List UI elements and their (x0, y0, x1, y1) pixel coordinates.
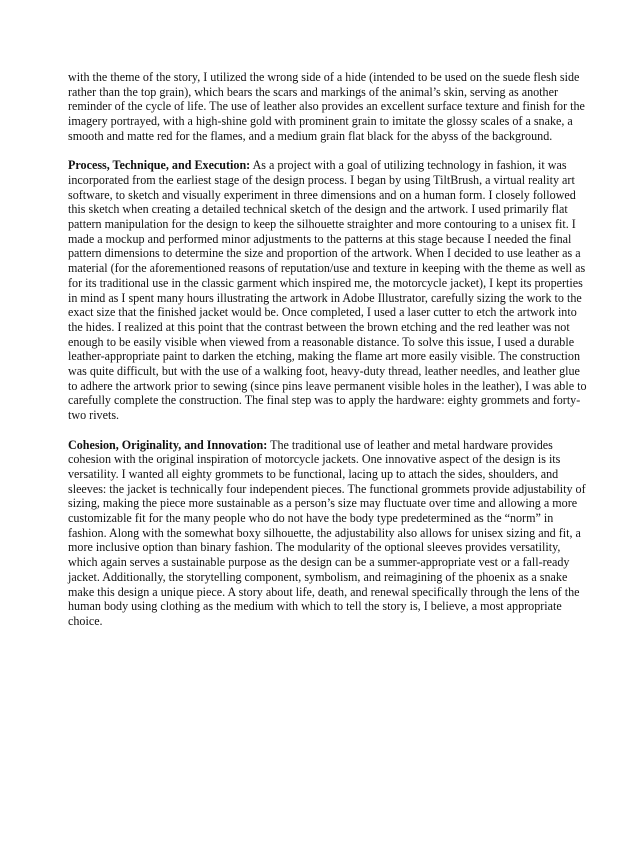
paragraph-cohesion-originality-innovation (68, 438, 590, 629)
section-heading-cohesion: Cohesion, Originality, and Innovation: (68, 437, 268, 452)
paragraph-body: The traditional use of leather and metal hardware provides cohesion with the original inspiration of motorcycle jackets. One innovative aspect of the design is its versatility. I wanted all eighty grommets to be functional, lacing up to attach the sides, shoulders, and sleeves: the jacket is technically four independent pieces. The functional grommets provide adjustability of sizing, making the piece more sustainable as a person’s size may fluctuate over time and allowing a more customizable fit for the many people who do not have the body type predetermined as the “norm” in fashion. Along with the somewhat boxy silhouette, the adjustability also allows for unisex sizing and fit, a more inclusive option than binary fashion. The modularity of the optional sleeves provides versatility, which again serves a sustainable purpose as the design can be a summer-appropriate vest or a fall-ready jacket. Additionally, the storytelling component, symbolism, and reimagining of the phoenix as a snake make this design a unique piece. A story about life, death, and renewal specifically through the lens of the human body using clothing as the medium with which to tell the story is, I believe, a most appropriate choice. (68, 437, 586, 628)
paragraph-process-technique-execution (68, 158, 590, 423)
paragraph-material-intro (68, 70, 590, 144)
paragraph-body: As a project with a goal of utilizing technology in fashion, it was incorporated from the earliest stage of the design process. I began by using TiltBrush, a virtual reality art software, to sketch and visually experiment in three dimensions and on a human form. I closely followed this sketch when creating a detailed technical sketch of the design and the artwork. I used primarily flat pattern manipulation for the design to keep the silhouette straighter and more contouring to a unisex fit. I made a mockup and performed minor adjustments to the patterns at this stage because I needed the final pattern dimensions to determine the size and proportion of the artwork. When I decided to use leather as a material (for the aforementioned reasons of reputation/use and texture in keeping with the theme as well as for its traditional use in the classic garment which inspired me, the motorcycle jacket), I kept its properties in mind as I spent many hours illustrating the artwork in Adobe Illustrator, carefully sizing the work to the exact size that the finished jacket would be. Once completed, I used a laser cutter to etch the artwork into the hides. I realized at this point that the contrast between the brown etching and the red leather was not enough to be easily visible when viewed from a reasonable distance. To solve this issue, I used a durable leather-appropriate paint to darken the etching, making the flame art more easily visible. The construction was quite difficult, but with the use of a walking foot, heavy-duty thread, leather needles, and leather glue to adhere the artwork prior to sewing (since pins leave permanent visible holes in the leather), I was able to carefully complete the construction. The final step was to apply the hardware: eighty grommets and forty-two rivets. (68, 158, 587, 423)
section-heading-process: Process, Technique, and Execution: (68, 158, 251, 173)
document-page (68, 70, 590, 643)
paragraph-body: with the theme of the story, I utilized the wrong side of a hide (intended to be used on the suede flesh side rather than the top grain), which bears the scars and markings of the animal’s skin, serving as another reminder of the cycle of life. The use of leather also provides an excellent surface texture and finish for the imagery portrayed, with a high-shine gold with prominent grain to imitate the glossy scales of a snake, a smooth and matte red for the flames, and a medium grain flat black for the abyss of the background. (68, 70, 585, 143)
